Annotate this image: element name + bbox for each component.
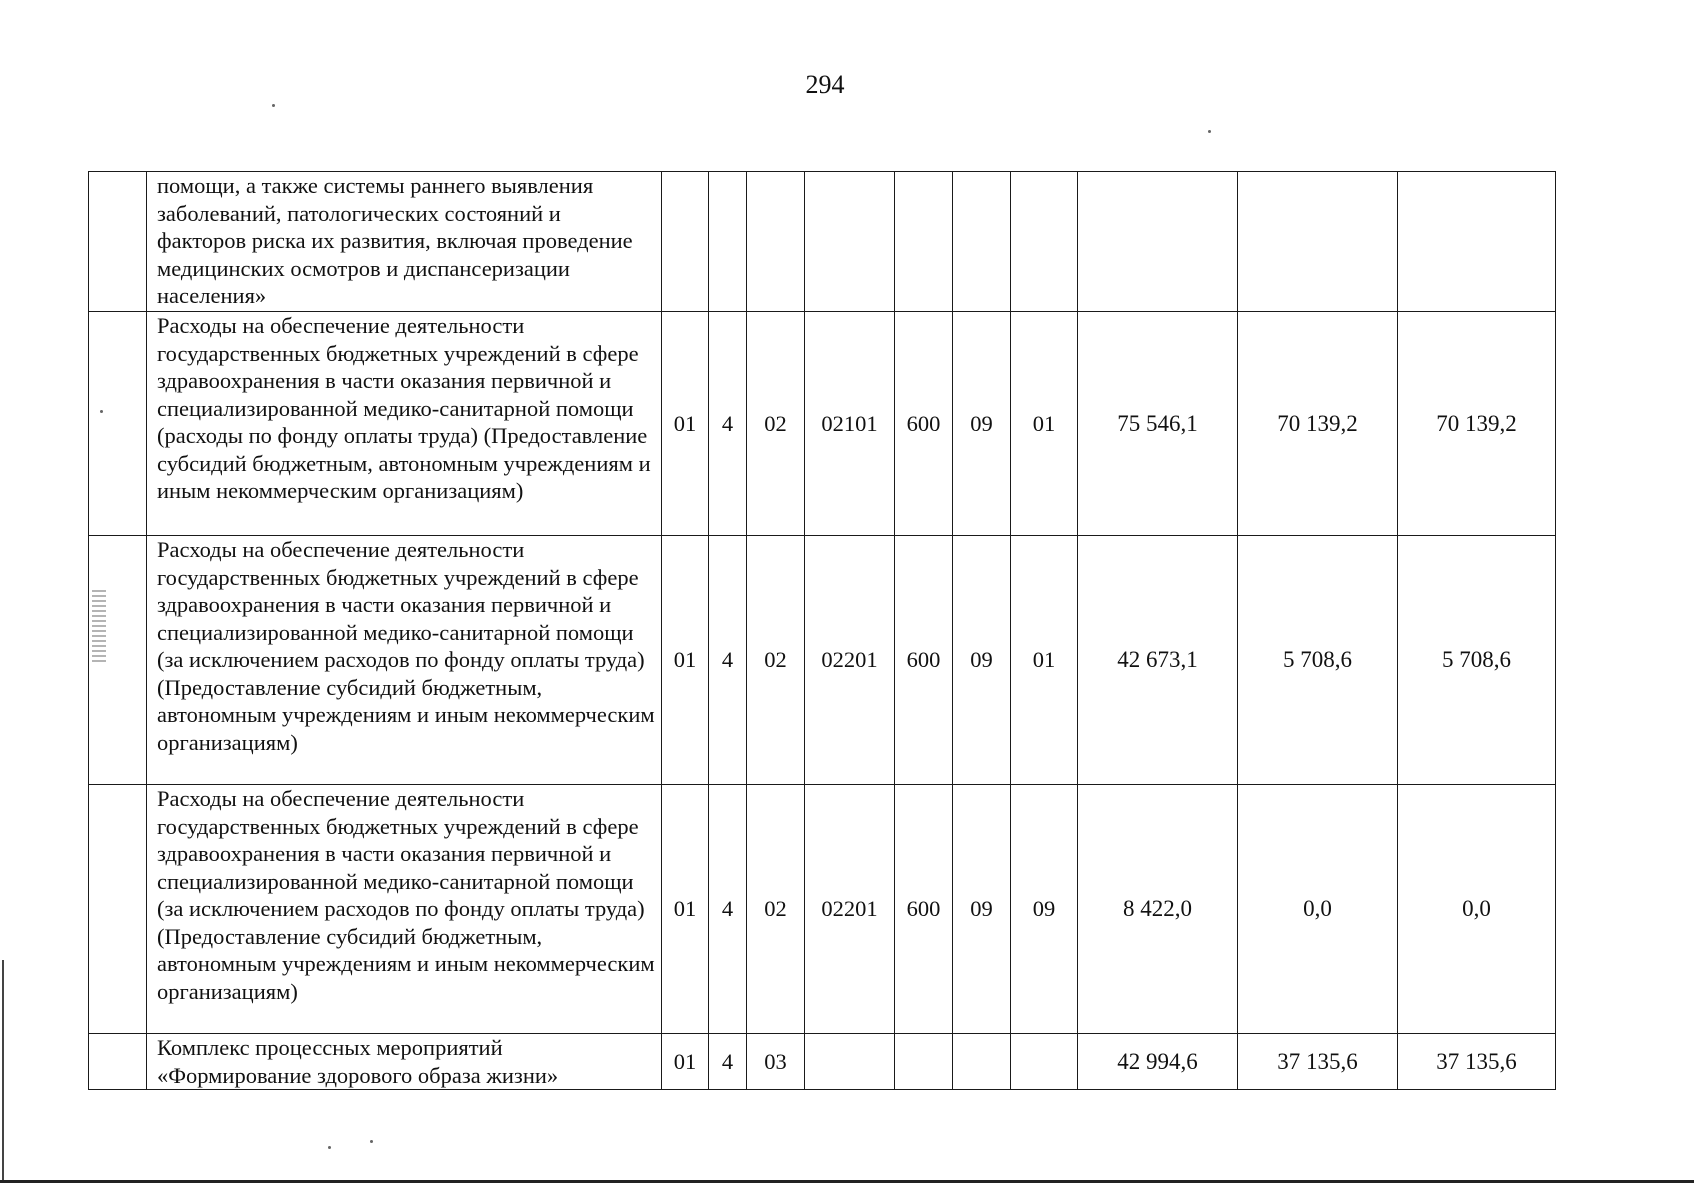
scan-smudge bbox=[92, 590, 106, 664]
code-subsection bbox=[1011, 1034, 1078, 1090]
row-index-cell bbox=[89, 172, 147, 312]
code-direction: 02101 bbox=[805, 312, 895, 536]
code-type: 4 bbox=[709, 785, 747, 1034]
page-number: 294 bbox=[805, 70, 845, 99]
code-complex: 02 bbox=[747, 312, 805, 536]
amount-1: 8 422,0 bbox=[1078, 785, 1238, 1034]
code-complex: 02 bbox=[747, 536, 805, 785]
scan-speck bbox=[272, 104, 275, 107]
row-index-cell bbox=[89, 312, 147, 536]
scan-edge-bottom bbox=[0, 1180, 1694, 1183]
code-section: 09 bbox=[953, 785, 1011, 1034]
table-row bbox=[89, 536, 1556, 785]
row-index-cell bbox=[89, 785, 147, 1034]
amount-1 bbox=[1078, 172, 1238, 312]
code-direction: 02201 bbox=[805, 785, 895, 1034]
amount-3: 37 135,6 bbox=[1398, 1034, 1556, 1090]
code-program: 01 bbox=[662, 536, 709, 785]
code-expense-type: 600 bbox=[895, 785, 953, 1034]
code-program: 01 bbox=[662, 312, 709, 536]
code-expense-type bbox=[895, 172, 953, 312]
row-index-cell bbox=[89, 1034, 147, 1090]
code-section bbox=[953, 1034, 1011, 1090]
row-description: Расходы на обеспечение деятельности государственных бюджетных учреждений в сфере здравоохранения в части оказания первичной и специализированной медико-санитарной помощи (за исключением расходов по фонду оплаты труда) (Предоставление субсидий бюджетным, автономным учреждениям и иным некоммерческим организациям) bbox=[147, 785, 662, 1034]
table-row bbox=[89, 785, 1556, 1034]
amount-2: 5 708,6 bbox=[1238, 536, 1398, 785]
scan-speck bbox=[100, 410, 103, 413]
code-type: 4 bbox=[709, 312, 747, 536]
scan-speck bbox=[328, 1146, 331, 1149]
code-complex: 02 bbox=[747, 785, 805, 1034]
amount-3: 0,0 bbox=[1398, 785, 1556, 1034]
code-subsection: 01 bbox=[1011, 536, 1078, 785]
amount-1: 42 994,6 bbox=[1078, 1034, 1238, 1090]
row-description: Расходы на обеспечение деятельности государственных бюджетных учреждений в сфере здравоохранения в части оказания первичной и специализированной медико-санитарной помощи (за исключением расходов по фонду оплаты труда) (Предоставление субсидий бюджетным, автономным учреждениям и иным некоммерческим организациям) bbox=[147, 536, 662, 785]
scan-speck bbox=[1208, 130, 1211, 133]
row-description: Расходы на обеспечение деятельности государственных бюджетных учреждений в сфере здравоохранения в части оказания первичной и специализированной медико-санитарной помощи (расходы по фонду оплаты труда) (Предоставление субсидий бюджетным, автономным учреждениям и иным некоммерческим организациям) bbox=[147, 312, 662, 536]
amount-3: 5 708,6 bbox=[1398, 536, 1556, 785]
code-subsection: 09 bbox=[1011, 785, 1078, 1034]
code-direction bbox=[805, 1034, 895, 1090]
code-complex bbox=[747, 172, 805, 312]
code-program bbox=[662, 172, 709, 312]
code-expense-type bbox=[895, 1034, 953, 1090]
code-section: 09 bbox=[953, 536, 1011, 785]
code-subsection bbox=[1011, 172, 1078, 312]
code-program: 01 bbox=[662, 1034, 709, 1090]
amount-2: 37 135,6 bbox=[1238, 1034, 1398, 1090]
code-direction bbox=[805, 172, 895, 312]
table-row bbox=[89, 312, 1556, 536]
amount-2 bbox=[1238, 172, 1398, 312]
code-direction: 02201 bbox=[805, 536, 895, 785]
code-expense-type: 600 bbox=[895, 312, 953, 536]
amount-2: 70 139,2 bbox=[1238, 312, 1398, 536]
code-program: 01 bbox=[662, 785, 709, 1034]
code-complex: 03 bbox=[747, 1034, 805, 1090]
code-type bbox=[709, 172, 747, 312]
budget-table bbox=[88, 171, 1556, 1090]
scan-edge-left bbox=[2, 960, 4, 1180]
amount-1: 42 673,1 bbox=[1078, 536, 1238, 785]
table-row bbox=[89, 1034, 1556, 1090]
scan-speck bbox=[370, 1140, 373, 1143]
row-description: Комплекс процессных мероприятий «Формирование здорового образа жизни» bbox=[147, 1034, 662, 1090]
row-description: помощи, а также системы раннего выявления заболеваний, патологических состояний и факторов риска их развития, включая проведение медицинских осмотров и диспансеризации населения» bbox=[147, 172, 662, 312]
code-type: 4 bbox=[709, 536, 747, 785]
amount-2: 0,0 bbox=[1238, 785, 1398, 1034]
table-row bbox=[89, 172, 1556, 312]
amount-1: 75 546,1 bbox=[1078, 312, 1238, 536]
code-type: 4 bbox=[709, 1034, 747, 1090]
code-expense-type: 600 bbox=[895, 536, 953, 785]
code-section: 09 bbox=[953, 312, 1011, 536]
code-section bbox=[953, 172, 1011, 312]
amount-3: 70 139,2 bbox=[1398, 312, 1556, 536]
code-subsection: 01 bbox=[1011, 312, 1078, 536]
amount-3 bbox=[1398, 172, 1556, 312]
